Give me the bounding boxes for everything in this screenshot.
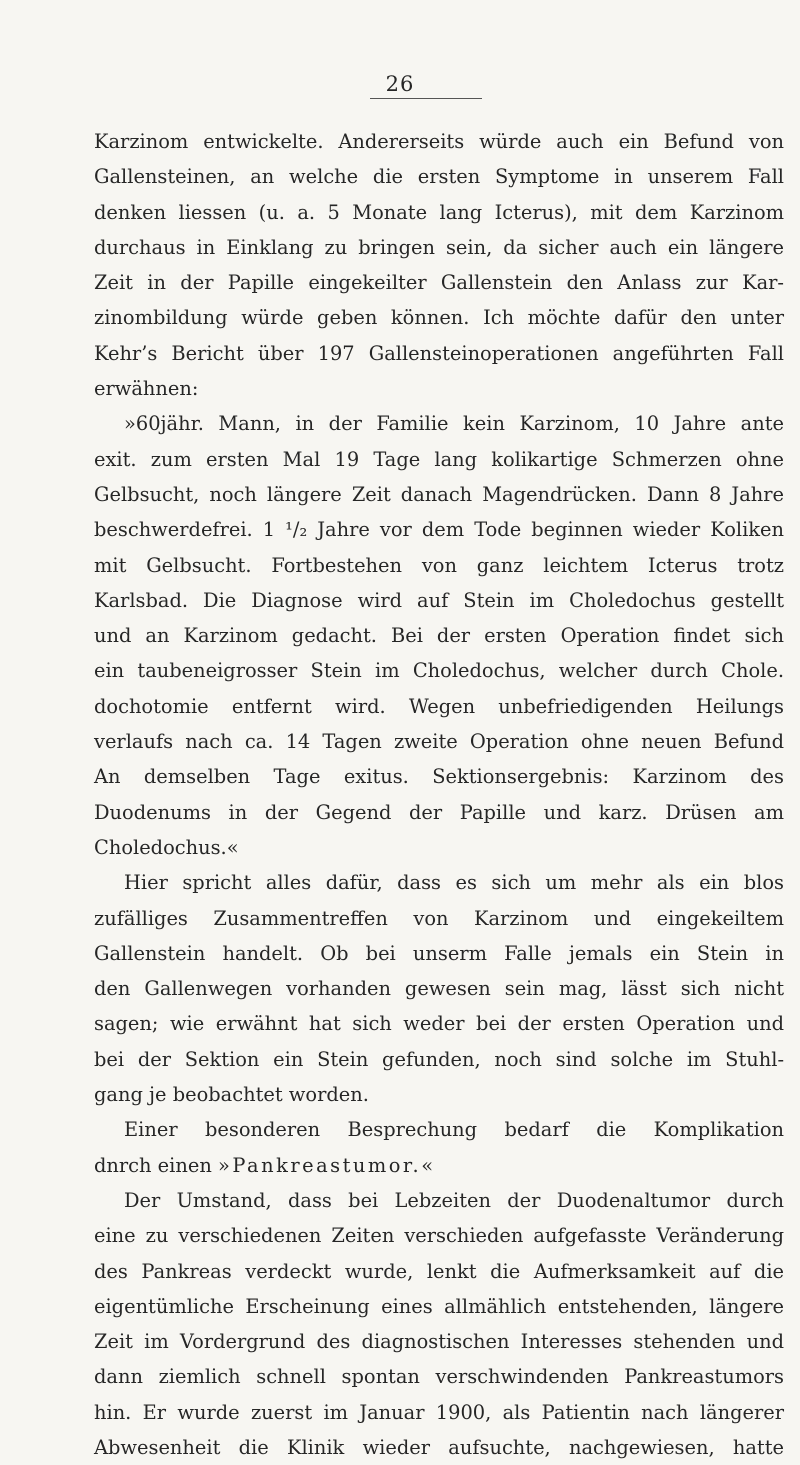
text-line — [94, 124, 784, 159]
text-line — [94, 653, 784, 688]
text-line-content: dann ziemlich schnell spontan verschwindenden Pankreastumors — [94, 1365, 784, 1389]
text-line-content: Einer besonderen Besprechung bedarf die Komplikation — [124, 1118, 784, 1142]
spaced-emphasis: »Pankreastumor.« — [217, 1153, 436, 1177]
text-line — [94, 689, 784, 724]
text-line-content: Karlsbad. Die Diagnose wird auf Stein im Choledochus gestellt — [94, 588, 784, 612]
text-line-content: eigentümliche Erscheinung eines allmählich entstehenden, längere — [94, 1294, 784, 1318]
text-line — [94, 724, 784, 759]
text-line — [94, 371, 784, 406]
text-line-content: des Pankreas verdeckt wurde, lenkt die Aufmerksamkeit auf die — [94, 1259, 784, 1283]
text-line-content: Gelbsucht, noch längere Zeit danach Magendrücken. Dann 8 Jahre — [94, 482, 784, 506]
text-line — [94, 1112, 784, 1147]
text-line — [94, 1324, 784, 1359]
text-line — [94, 759, 784, 794]
text-line-content: Karzinom entwickelte. Andererseits würde auch ein Befund von — [94, 130, 784, 153]
text-line — [94, 1395, 784, 1430]
text-line-content: erwähnen: — [94, 377, 199, 401]
text-line-content: eine zu verschiedenen Zeiten verschieden aufgefasste Veränderung — [94, 1224, 784, 1248]
text-line — [94, 159, 784, 194]
text-line-content: Gallensteinen, an welche die ersten Symptome in unserem Fall — [94, 165, 784, 189]
text-line — [94, 265, 784, 300]
text-line-content: Duodenums in der Gegend der Papille und karz. Drüsen am — [94, 800, 784, 824]
text-line-content: zinombildung würde geben können. Ich möchte dafür den unter — [94, 306, 784, 330]
text-line — [94, 971, 784, 1006]
text-line-content: verlaufs nach ca. 14 Tagen zweite Operation ohne neuen Befund — [94, 730, 784, 754]
text-line — [94, 901, 784, 936]
text-line — [94, 336, 784, 371]
text-line-content: Kehr’s Bericht über 197 Gallensteinoperationen angeführten Fall — [94, 341, 784, 365]
text-line — [94, 477, 784, 512]
text-line — [94, 1430, 784, 1465]
text-line — [94, 230, 784, 265]
text-line-content: hin. Er wurde zuerst im Januar 1900, als Patientin nach längerer — [94, 1400, 784, 1424]
text-line-content: mit Gelbsucht. Fortbestehen von ganz leichtem Icterus trotz — [94, 553, 784, 577]
text-line-content: bei der Sektion ein Stein gefunden, noch sind solche im Stuhl- — [94, 1047, 784, 1071]
text-line-content: denken liessen (u. a. 5 Monate lang Icterus), mit dem Karzinom — [94, 200, 784, 224]
text-line-content: An demselben Tage exitus. Sektionsergebnis: Karzinom des — [94, 765, 784, 789]
text-line-content: Hier spricht alles dafür, dass es sich um mehr als ein blos — [124, 871, 784, 895]
text-line-content: Der Umstand, dass bei Lebzeiten der Duodenaltumor durch — [124, 1188, 784, 1212]
text-line-content: »60jähr. Mann, in der Familie kein Karzinom, 10 Jahre ante — [124, 412, 784, 436]
text-line-content: beschwerdefrei. 1 ¹/₂ Jahre vor dem Tode beginnen wieder Koliken — [94, 518, 784, 542]
text-line-content: gang je beobachtet worden. — [94, 1083, 369, 1107]
text-line — [94, 1183, 784, 1218]
text-line — [94, 1077, 784, 1112]
text-line — [94, 1359, 784, 1394]
text-line — [94, 618, 784, 653]
text-line — [94, 1218, 784, 1253]
text-line — [94, 1254, 784, 1289]
text-line — [94, 583, 784, 618]
text-line-content: dnrch einen — [94, 1153, 212, 1177]
text-line — [94, 1042, 784, 1077]
text-line — [94, 442, 784, 477]
text-line-content: dochotomie entfernt wird. Wegen unbefriedigenden Heilungs — [94, 694, 784, 718]
text-line-content: Abwesenheit die Klinik wieder aufsuchte, nachgewiesen, hatte — [94, 1435, 784, 1459]
text-line — [94, 1148, 784, 1183]
text-line — [94, 406, 784, 441]
page-number: 26 — [385, 72, 415, 96]
text-line-content: Zeit in der Papille eingekeilter Gallenstein den Anlass zur Kar- — [94, 271, 784, 295]
text-line-content: durchaus in Einklang zu bringen sein, da sicher auch ein längere — [94, 235, 784, 259]
page-number-underline — [370, 98, 482, 99]
text-line-content: exit. zum ersten Mal 19 Tage lang kolikartige Schmerzen ohne — [94, 447, 784, 471]
text-line-content: zufälliges Zusammentreffen von Karzinom und eingekeiltem — [94, 906, 784, 930]
text-line-content: ein taubeneigrosser Stein im Choledochus, welcher durch Chole. — [94, 659, 784, 683]
text-line — [94, 830, 784, 865]
text-line — [94, 1289, 784, 1324]
text-line — [94, 300, 784, 335]
body-text — [94, 124, 784, 1465]
text-line — [94, 865, 784, 900]
text-line — [94, 548, 784, 583]
text-line-content: Zeit im Vordergrund des diagnostischen Interesses stehenden und — [94, 1330, 784, 1354]
text-line-content: den Gallenwegen vorhanden gewesen sein mag, lässt sich nicht — [94, 977, 784, 1001]
text-line — [94, 795, 784, 830]
text-line — [94, 512, 784, 547]
text-line — [94, 195, 784, 230]
text-line-content: Gallenstein handelt. Ob bei unserm Falle jemals ein Stein in — [94, 941, 784, 965]
text-line-content: Choledochus.« — [94, 835, 239, 859]
text-line — [94, 936, 784, 971]
text-line-content: und an Karzinom gedacht. Bei der ersten Operation findet sich — [94, 624, 784, 648]
text-line — [94, 1006, 784, 1041]
text-line-content: sagen; wie erwähnt hat sich weder bei der ersten Operation und — [94, 1012, 784, 1036]
